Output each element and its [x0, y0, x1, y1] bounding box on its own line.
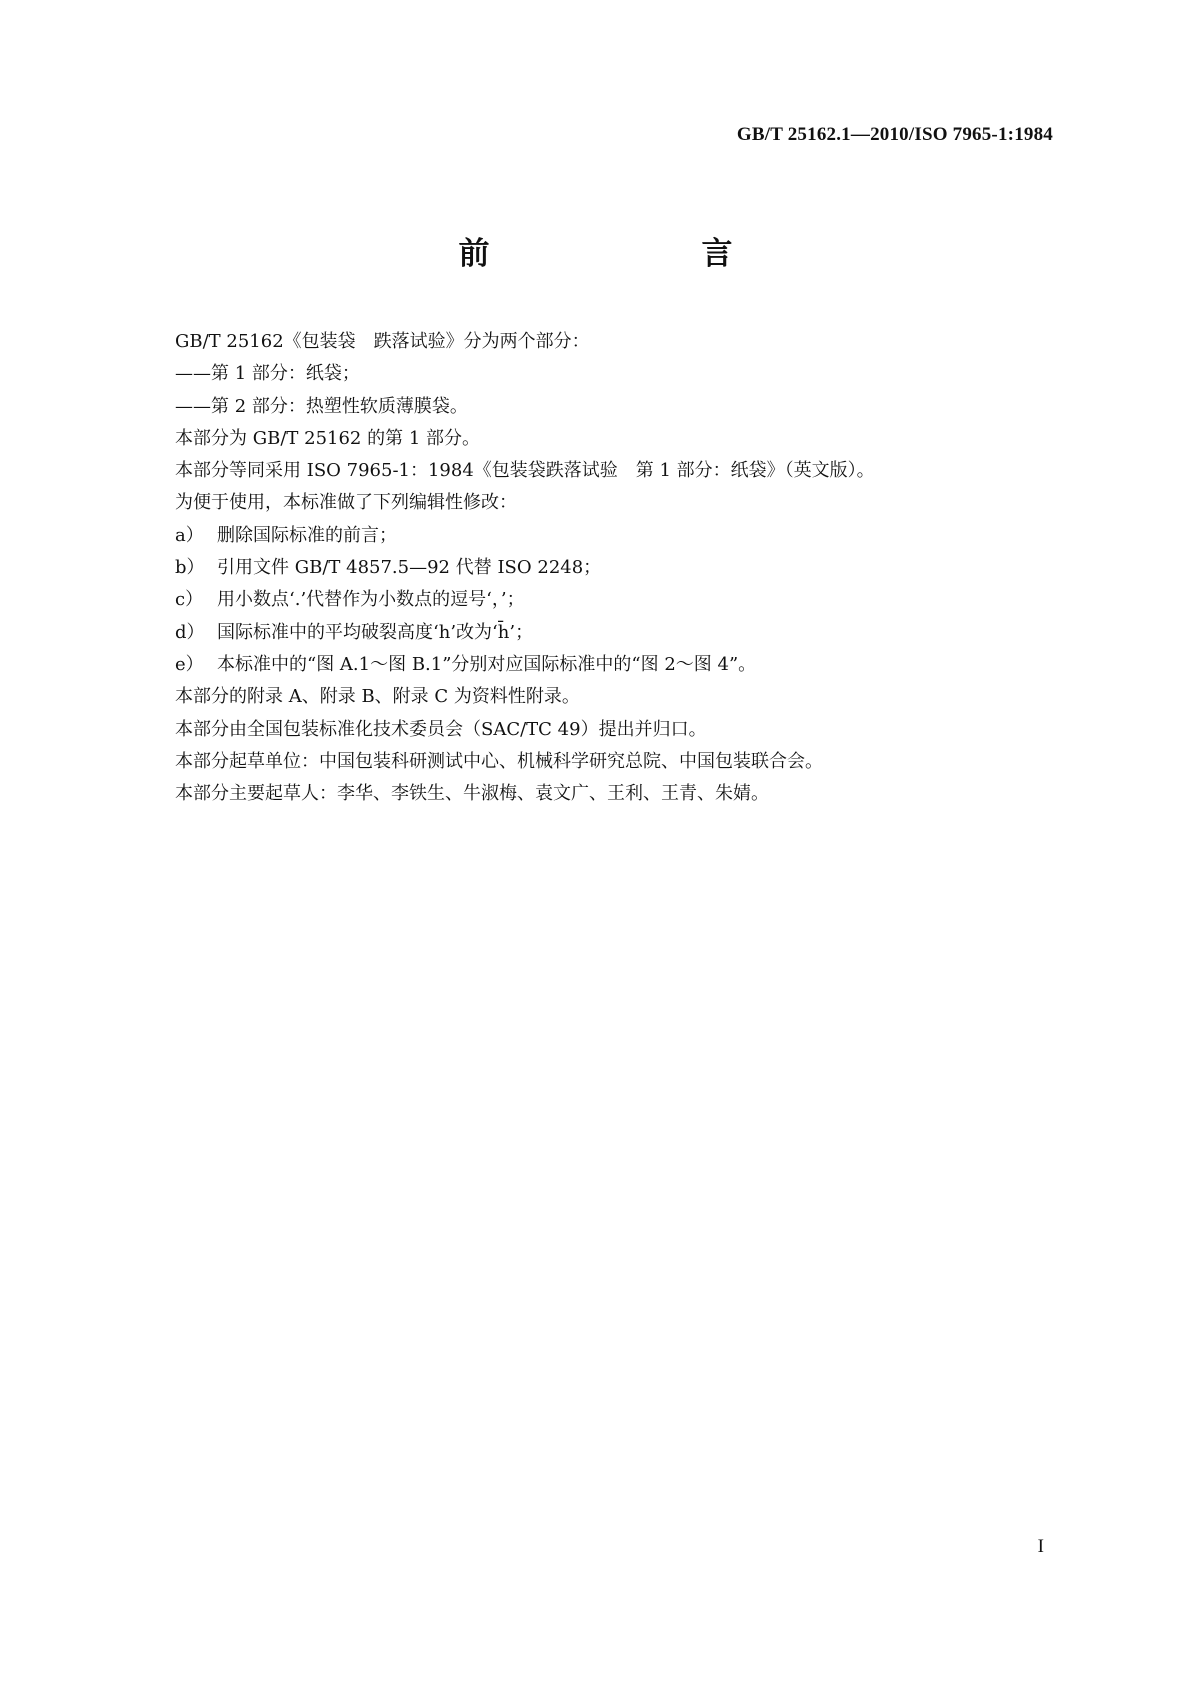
list-item-text: 用小数点‘.’代替作为小数点的逗号‘，’； [217, 589, 525, 611]
list-item-text: 国际标准中的平均破裂高度‘h’改为‘h̄’； [217, 621, 534, 643]
paragraph: 本部分等同采用 ISO 7965-1：1984《包装袋跌落试验 第 1 部分：纸袋》（英文版）。 [175, 460, 875, 482]
paragraph: 本部分的附录 A、附录 B、附录 C 为资料性附录。 [175, 686, 580, 708]
page-number: I [1037, 1536, 1044, 1557]
list-item-label: d） [175, 621, 205, 643]
standard-number: GB/T 25162.1—2010/ISO 7965-1:1984 [736, 124, 1053, 145]
list-item-text: 本标准中的“图 A.1～图 B.1”分别对应国际标准中的“图 2～图 4”。 [217, 653, 757, 675]
list-item-text: 引用文件 GB/T 4857.5—92 代替 ISO 2248； [217, 557, 602, 579]
list-item-label: c） [175, 589, 204, 611]
list-item [175, 617, 1055, 649]
list-item [175, 552, 1055, 584]
paragraph: 为便于使用，本标准做了下列编辑性修改： [175, 492, 517, 514]
paragraph: 本部分主要起草人：李华、李铁生、牛淑梅、袁文广、王利、王青、朱婧。 [175, 783, 769, 805]
paragraph: 本部分由全国包装标准化技术委员会（SAC/TC 49）提出并归口。 [175, 718, 707, 740]
document-body [175, 326, 1055, 810]
paragraph: GB/T 25162《包装袋 跌落试验》分为两个部分： [175, 331, 590, 352]
list-item [175, 649, 1055, 681]
list-item-label: a） [175, 524, 204, 546]
paragraph: ——第 2 部分：热塑性软质薄膜袋。 [175, 395, 468, 417]
list-item [175, 584, 1055, 616]
list-item-label: e） [175, 653, 204, 675]
list-item-label: b） [175, 557, 205, 579]
list-item-text: 删除国际标准的前言； [217, 524, 397, 546]
paragraph: ——第 1 部分：纸袋； [175, 363, 360, 385]
paragraph: 本部分起草单位：中国包装科研测试中心、机械科学研究总院、中国包装联合会。 [175, 750, 823, 772]
paragraph: 本部分为 GB/T 25162 的第 1 部分。 [175, 427, 480, 449]
list-item [175, 520, 1055, 552]
page-title: 前 言 [458, 236, 783, 272]
